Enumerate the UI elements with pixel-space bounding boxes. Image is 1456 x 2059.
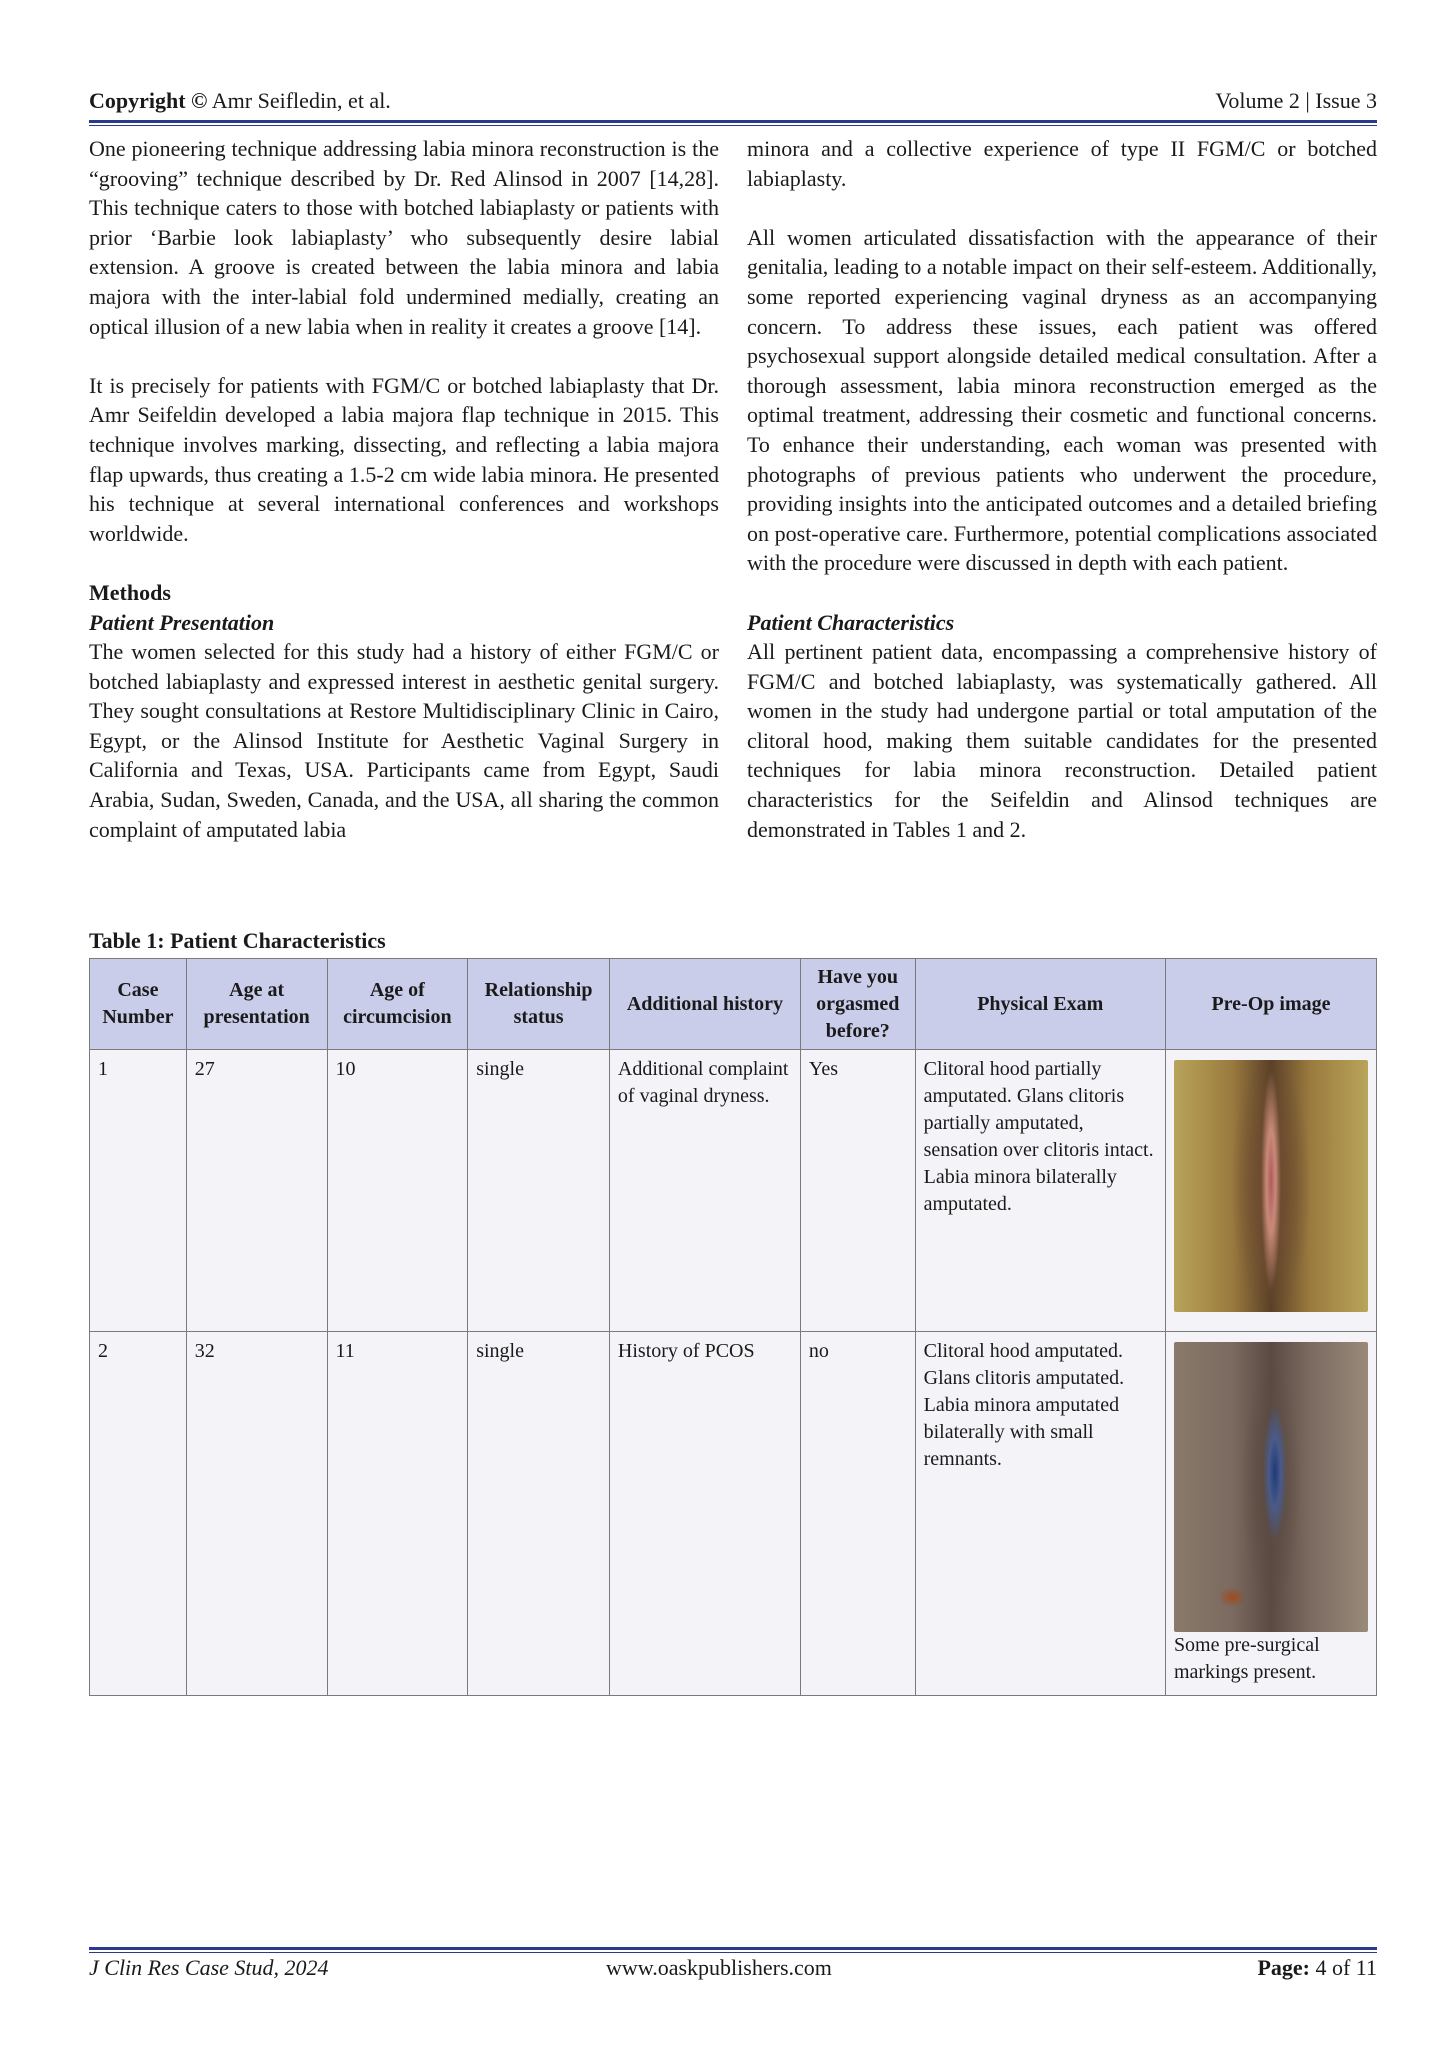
patient-characteristics-table (89, 958, 1377, 1696)
image-caption: Some pre-surgical markings present. (1173, 1634, 1320, 1683)
paragraph-patient-characteristics: All pertinent patient data, encompassing a comprehensive history of FGM/C and botched labiaplasty, was systematically gathered. All women in the study had undergone partial or total amputation of the clitoral hood, making them suitable candidates for the presented techniques for labia minora reconstruction. Detailed patient characteristics for the Seifeldin and Alinsod techniques are demonstrated in Tables 1 and 2. (747, 639, 1377, 842)
cell-relationship: single (468, 1332, 610, 1696)
cell-history: Additional complaint of vaginal dryness. (609, 1050, 800, 1332)
column-header: Age of circumcision (327, 959, 468, 1050)
header-volume-issue: Volume 2 | Issue 3 (1215, 88, 1377, 113)
table-header-row (90, 959, 1377, 1050)
right-column (747, 134, 1377, 874)
footer-rule-thin (89, 1952, 1377, 1953)
cell-age: 27 (186, 1050, 327, 1332)
table-row (90, 1050, 1377, 1332)
header-copyright: Copyright © Amr Seifledin, et al. (89, 88, 391, 113)
cell-physical-exam: Clitoral hood amputated. Glans clitoris amputated. Labia minora amputated bilaterally with small remnants. (915, 1332, 1165, 1696)
column-header: Pre-Op image (1165, 959, 1376, 1050)
paragraph-flap-technique: It is precisely for patients with FGM/C or botched labiaplasty that Dr. Amr Seifeldin developed a labia majora flap technique in 2015. This technique involves marking, dissecting, and reflecting a labia majora flap upwards, thus creating a 1.5-2 cm wide labia minora. He presented his technique at several international conferences and workshops worldwide. (89, 372, 719, 546)
paper-page (89, 0, 1377, 2059)
table-row (90, 1332, 1377, 1696)
header-rule (89, 120, 1377, 123)
column-header: Physical Exam (915, 959, 1165, 1050)
cell-relationship: single (468, 1050, 610, 1332)
footer-rule (89, 1947, 1377, 1950)
footer-page-number: Page: 4 of 11 (1257, 1955, 1377, 1980)
preop-photo (1174, 1060, 1368, 1312)
cell-case-number: 1 (90, 1050, 187, 1332)
subheading-patient-presentation: Patient Presentation (89, 609, 275, 635)
column-header: Age at presentation (186, 959, 327, 1050)
header-rule-thin (89, 125, 1377, 126)
cell-case-number: 2 (90, 1332, 187, 1696)
section-heading-methods: Methods (89, 579, 171, 605)
subheading-patient-characteristics: Patient Characteristics (747, 609, 955, 635)
cell-preop-image (1165, 1332, 1376, 1696)
left-column (89, 134, 719, 874)
cell-preop-image (1165, 1050, 1376, 1332)
table-title: Table 1: Patient Characteristics (89, 928, 386, 953)
paragraph-continued: minora and a collective experience of type II FGM/C or botched labiaplasty. (747, 136, 1377, 191)
cell-orgasm: Yes (800, 1050, 915, 1332)
cell-circumcision-age: 10 (327, 1050, 468, 1332)
column-header: Have you orgasmed before? (800, 959, 915, 1050)
cell-history: History of PCOS (609, 1332, 800, 1696)
cell-orgasm: no (800, 1332, 915, 1696)
paragraph-grooving-technique: One pioneering technique addressing labia minora reconstruction is the “grooving” technique described by Dr. Red Alinsod in 2007 [14,28]. This technique caters to those with botched labiaplasty or patients with prior ‘Barbie look labiaplasty’ who subsequently desire labial extension. A groove is created between the labia minora and labia majora with the inter-labial fold undermined medially, creating an optical illusion of a new labia when in reality it creates a groove [14]. (89, 136, 719, 339)
column-header: Case Number (90, 959, 187, 1050)
cell-age: 32 (186, 1332, 327, 1696)
paragraph-dissatisfaction: All women articulated dissatisfaction with the appearance of their genitalia, leading to a notable impact on their self-esteem. Additionally, some reported experiencing vaginal dryness as an accompanying concern. To address these issues, each patient was offered psychosexual support alongside detailed medical consultation. After a thorough assessment, labia minora reconstruction emerged as the optimal treatment, addressing their cosmetic and functional concerns. To enhance their understanding, each woman was presented with photographs of previous patients who underwent the procedure, providing insights into the anticipated outcomes and a detailed briefing on post-operative care. Furthermore, potential complications associated with the procedure were discussed in depth with each patient. (747, 224, 1377, 576)
cell-circumcision-age: 11 (327, 1332, 468, 1696)
paragraph-patient-presentation: The women selected for this study had a history of either FGM/C or botched labiaplasty and expressed interest in aesthetic genital surgery. They sought consultations at Restore Multidisciplinary Clinic in Cairo, Egypt, or the Alinsod Institute for Aesthetic Vaginal Surgery in California and Texas, USA. Participants came from Egypt, Saudi Arabia, Sudan, Sweden, Canada, and the USA, all sharing the common complaint of amputated labia (89, 639, 719, 842)
preop-photo (1174, 1342, 1368, 1632)
column-header: Relationship status (468, 959, 610, 1050)
footer-journal: J Clin Res Case Stud, 2024 (89, 1955, 329, 1980)
column-header: Additional history (609, 959, 800, 1050)
cell-physical-exam: Clitoral hood partially amputated. Glans clitoris partially amputated, sensation over clitoris intact. Labia minora bilaterally amputated. (915, 1050, 1165, 1332)
footer-website: www.oaskpublishers.com (606, 1955, 832, 1980)
